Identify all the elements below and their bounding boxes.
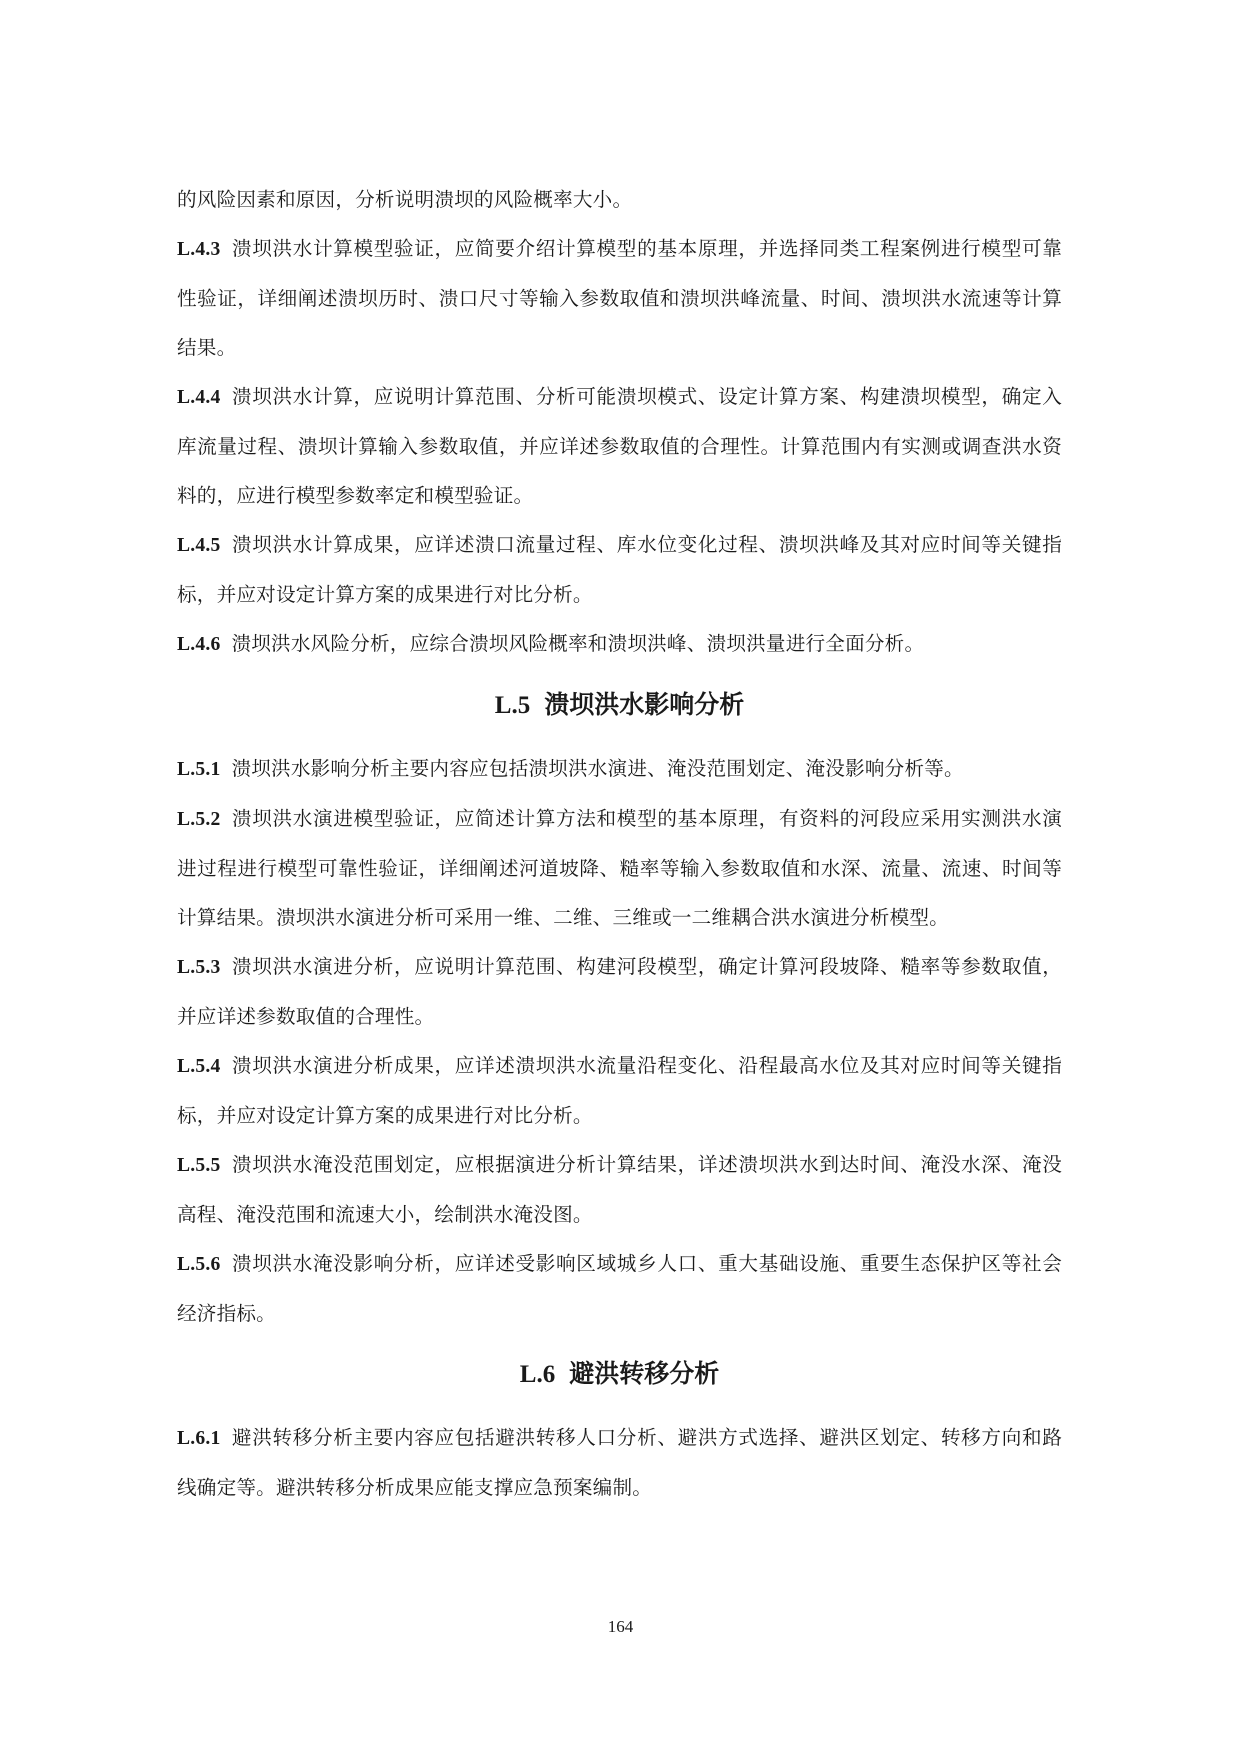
clause-text: 溃坝洪水演进分析，应说明计算范围、构建河段模型，确定计算河段坡降、糙率等参数取值，并应详述参数取值的合理性。	[177, 955, 1062, 1028]
clause-number: L.5.2	[177, 809, 221, 830]
section-title: 避洪转移分析	[569, 1359, 720, 1388]
clause-text: 溃坝洪水计算，应说明计算范围、分析可能溃坝模式、设定计算方案、构建溃坝模型，确定入库流量过程、溃坝计算输入参数取值，并应详述参数取值的合理性。计算范围内有实测或调查洪水资料的，应进行模型参数率定和模型验证。	[177, 385, 1062, 507]
clause-text: 溃坝洪水影响分析主要内容应包括溃坝洪水演进、淹没范围划定、淹没影响分析等。	[231, 757, 964, 780]
clause-text: 溃坝洪水计算成果，应详述溃口流量过程、库水位变化过程、溃坝洪峰及其对应时间等关键指标，并应对设定计算方案的成果进行对比分析。	[177, 533, 1062, 606]
clause-l-4-5	[177, 520, 1062, 619]
clause-l-6-1	[177, 1413, 1062, 1512]
clause-number: L.5.5	[177, 1155, 221, 1176]
clause-text: 溃坝洪水演进分析成果，应详述溃坝洪水流量沿程变化、沿程最高水位及其对应时间等关键指标，并应对设定计算方案的成果进行对比分析。	[177, 1054, 1062, 1127]
clause-l-5-3	[177, 942, 1062, 1041]
clause-l-4-4	[177, 372, 1062, 520]
clause-number: L.5.1	[177, 759, 221, 780]
clause-number: L.4.4	[177, 387, 221, 408]
clause-number: L.4.3	[177, 239, 221, 260]
clause-number: L.4.5	[177, 535, 221, 556]
clause-l-5-5	[177, 1140, 1062, 1239]
clause-text: 溃坝洪水风险分析，应综合溃坝风险概率和溃坝洪峰、溃坝洪量进行全面分析。	[231, 632, 925, 655]
clause-l-5-6	[177, 1239, 1062, 1338]
section-number: L.6	[519, 1361, 556, 1388]
clause-text: 溃坝洪水淹没影响分析，应详述受影响区域城乡人口、重大基础设施、重要生态保护区等社会经济指标。	[177, 1252, 1062, 1325]
document-body	[177, 175, 1062, 1512]
clause-number: L.5.3	[177, 957, 221, 978]
clause-text: 溃坝洪水演进模型验证，应简述计算方法和模型的基本原理，有资料的河段应采用实测洪水演进过程进行模型可靠性验证，详细阐述河道坡降、糙率等输入参数取值和水深、流量、流速、时间等计算结果。溃坝洪水演进分析可采用一维、二维、三维或一二维耦合洪水演进分析模型。	[177, 807, 1062, 929]
clause-number: L.5.6	[177, 1254, 221, 1275]
page-number: 164	[607, 1617, 634, 1636]
continuation-paragraph: 的风险因素和原因，分析说明溃坝的风险概率大小。	[177, 188, 633, 211]
clause-text: 溃坝洪水计算模型验证，应简要介绍计算模型的基本原理，并选择同类工程案例进行模型可靠性验证，详细阐述溃坝历时、溃口尺寸等输入参数取值和溃坝洪峰流量、时间、溃坝洪水流速等计算结果。	[177, 237, 1062, 359]
section-title: 溃坝洪水影响分析	[544, 690, 745, 719]
clause-l-4-6	[177, 619, 1062, 669]
clause-l-5-4	[177, 1041, 1062, 1140]
clause-text: 溃坝洪水淹没范围划定，应根据演进分析计算结果，详述溃坝洪水到达时间、淹没水深、淹没高程、淹没范围和流速大小，绘制洪水淹没图。	[177, 1153, 1062, 1226]
clause-l-5-1	[177, 744, 1062, 794]
clause-number: L.6.1	[177, 1428, 221, 1449]
clause-number: L.5.4	[177, 1056, 221, 1077]
clause-number: L.4.6	[177, 634, 221, 655]
section-heading-l6	[177, 1356, 1062, 1393]
section-heading-l5	[177, 687, 1062, 724]
clause-text: 避洪转移分析主要内容应包括避洪转移人口分析、避洪方式选择、避洪区划定、转移方向和路线确定等。避洪转移分析成果应能支撑应急预案编制。	[177, 1426, 1062, 1499]
clause-l-4-3	[177, 224, 1062, 372]
clause-l-5-2	[177, 794, 1062, 942]
section-number: L.5	[494, 692, 531, 719]
